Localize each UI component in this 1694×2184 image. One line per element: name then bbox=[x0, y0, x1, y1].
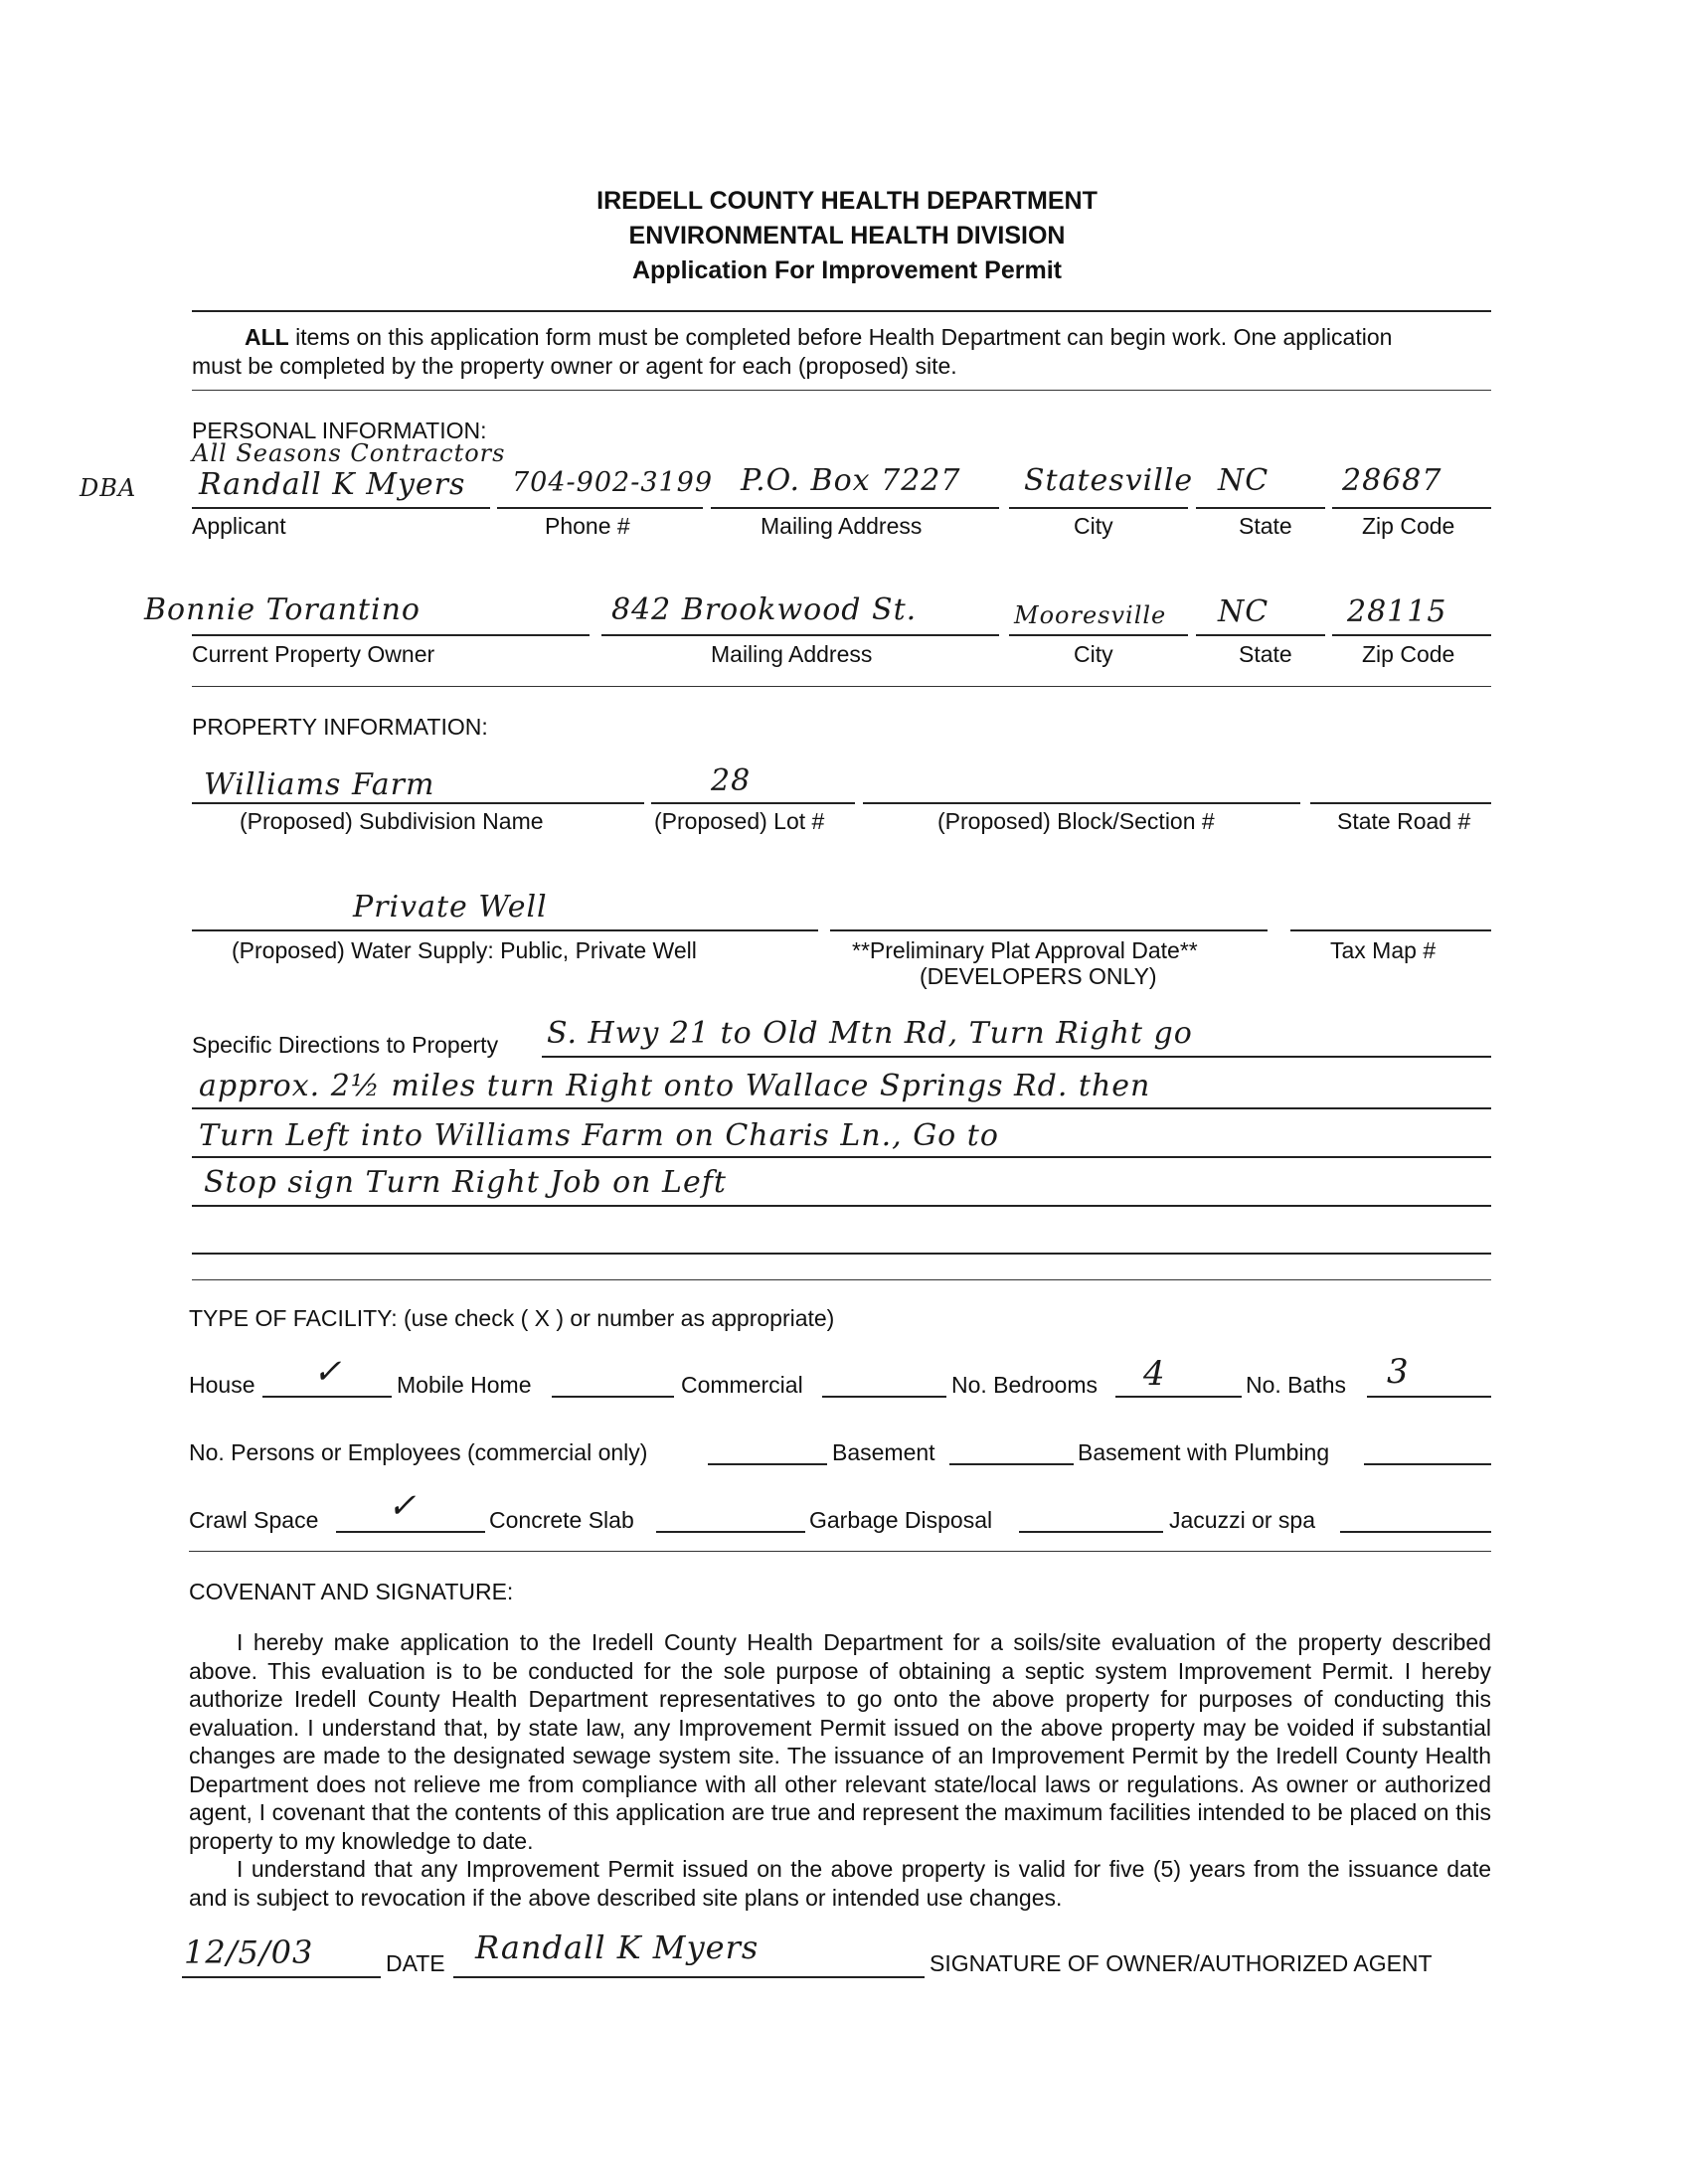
intro-line-1 bbox=[245, 324, 1392, 351]
covenant-paragraph-2: I understand that any Improvement Permit issued on the above property is valid for five (5) years from the issuance date and is subject to revocation if the above described site plans or intended use changes. bbox=[189, 1856, 1491, 1911]
directions-line-1: S. Hwy 21 to Old Mtn Rd, Turn Right go bbox=[547, 1016, 1193, 1051]
company-name-handwritten: All Seasons Contractors bbox=[192, 439, 506, 467]
house-check-mark: ✓ bbox=[313, 1352, 343, 1392]
covenant-heading: COVENANT AND SIGNATURE: bbox=[189, 1579, 514, 1604]
phone-handwritten: 704-902-3199 bbox=[512, 467, 714, 498]
state-line bbox=[1196, 507, 1325, 509]
crawl-check-mark: ✓ bbox=[388, 1486, 418, 1526]
owner-mailing-line bbox=[601, 634, 999, 636]
dba-handwritten: DBA bbox=[80, 474, 137, 502]
persons-label: No. Persons or Employees (commercial only) bbox=[189, 1439, 648, 1465]
commercial-line bbox=[822, 1396, 946, 1398]
water-label: (Proposed) Water Supply: Public, Private Well bbox=[232, 937, 697, 963]
zip-label: Zip Code bbox=[1362, 513, 1455, 539]
house-line bbox=[262, 1396, 392, 1398]
owner-zip-line bbox=[1332, 634, 1491, 636]
block-label: (Proposed) Block/Section # bbox=[937, 808, 1215, 834]
owner-line bbox=[192, 634, 590, 636]
road-line bbox=[1310, 802, 1491, 804]
directions-rule-3 bbox=[192, 1156, 1491, 1158]
owner-city-line bbox=[1009, 634, 1188, 636]
baths-label: No. Baths bbox=[1246, 1372, 1346, 1398]
department-title: IREDELL COUNTY HEALTH DEPARTMENT bbox=[596, 187, 1098, 215]
lot-handwritten: 28 bbox=[711, 763, 752, 798]
subdivision-handwritten: Williams Farm bbox=[204, 767, 435, 802]
directions-rule-5 bbox=[192, 1253, 1491, 1255]
water-handwritten: Private Well bbox=[353, 890, 548, 924]
phone-label: Phone # bbox=[545, 513, 630, 539]
owner-state-handwritten: NC bbox=[1218, 594, 1270, 629]
bedrooms-label: No. Bedrooms bbox=[951, 1372, 1099, 1398]
owner-mailing-label: Mailing Address bbox=[711, 641, 873, 667]
city-line bbox=[1009, 507, 1188, 509]
subdivision-label: (Proposed) Subdivision Name bbox=[240, 808, 544, 834]
owner-handwritten: Bonnie Torantino bbox=[144, 592, 421, 627]
slab-label: Concrete Slab bbox=[489, 1507, 634, 1533]
property-heading: PROPERTY INFORMATION: bbox=[192, 714, 488, 740]
applicant-handwritten: Randall K Myers bbox=[199, 467, 466, 502]
basement-label: Basement bbox=[832, 1439, 935, 1465]
personal-rule bbox=[192, 686, 1491, 687]
mailing-line bbox=[711, 507, 999, 509]
owner-zip-handwritten: 28115 bbox=[1347, 594, 1447, 629]
taxmap-line bbox=[1290, 929, 1491, 931]
baths-handwritten: 3 bbox=[1387, 1352, 1410, 1392]
jacuzzi-line bbox=[1340, 1531, 1491, 1533]
city-label: City bbox=[1074, 513, 1113, 539]
phone-line bbox=[497, 507, 703, 509]
applicant-label: Applicant bbox=[192, 513, 286, 539]
basement-line bbox=[949, 1463, 1074, 1465]
crawl-line bbox=[336, 1531, 485, 1533]
directions-rule-6 bbox=[192, 1279, 1491, 1280]
owner-zip-label: Zip Code bbox=[1362, 641, 1455, 667]
intro-line-2: must be completed by the property owner or agent for each (proposed) site. bbox=[192, 353, 957, 379]
jacuzzi-label: Jacuzzi or spa bbox=[1169, 1507, 1316, 1533]
lot-label: (Proposed) Lot # bbox=[654, 808, 825, 834]
mobile-line bbox=[552, 1396, 674, 1398]
bedrooms-handwritten: 4 bbox=[1143, 1354, 1166, 1394]
owner-state-label: State bbox=[1239, 641, 1292, 667]
plat-label-2: (DEVELOPERS ONLY) bbox=[920, 963, 1157, 989]
owner-city-label: City bbox=[1074, 641, 1113, 667]
house-label: House bbox=[189, 1372, 255, 1398]
baths-line bbox=[1367, 1396, 1491, 1398]
commercial-label: Commercial bbox=[681, 1372, 803, 1398]
intro-all: ALL bbox=[245, 324, 289, 350]
directions-rule-1 bbox=[542, 1056, 1491, 1058]
intro-rest: items on this application form must be completed before Health Department can begin work. One application bbox=[288, 324, 1393, 350]
date-handwritten: 12/5/03 bbox=[184, 1933, 314, 1971]
water-line bbox=[192, 929, 818, 931]
directions-line-2: approx. 2½ miles turn Right onto Wallace Springs Rd. then bbox=[199, 1069, 1151, 1103]
intro-rule bbox=[192, 390, 1491, 391]
block-line bbox=[863, 802, 1300, 804]
directions-label: Specific Directions to Property bbox=[192, 1032, 499, 1058]
state-handwritten: NC bbox=[1218, 463, 1270, 498]
mailing-handwritten: P.O. Box 7227 bbox=[741, 463, 961, 498]
division-title: ENVIRONMENTAL HEALTH DIVISION bbox=[628, 222, 1066, 250]
mailing-label: Mailing Address bbox=[761, 513, 923, 539]
owner-city-handwritten: Mooresville bbox=[1014, 601, 1167, 629]
signature-label: SIGNATURE OF OWNER/AUTHORIZED AGENT bbox=[930, 1950, 1433, 1976]
personal-heading: PERSONAL INFORMATION: bbox=[192, 418, 487, 443]
signature-line bbox=[453, 1976, 925, 1978]
basement-plumbing-label: Basement with Plumbing bbox=[1078, 1439, 1330, 1465]
covenant-paragraph-1: I hereby make application to the Iredell County Health Department for a soils/site evaluation of the property described above. This evaluation is to be conducted for the sole purpose of obtaining a septic system Improvement Permit. I hereby authorize Iredell County Health Department representatives to go onto the above property for purposes of conducting this evaluation. I understand that, by state law, any Improvement Permit issued on the above property may be voided if substantial changes are made to the designated sewage system site. The issuance of an Improvement Permit by the Iredell County Health Department does not relieve me from compliance with all other relevant state/local laws or regulations. As owner or authorized agent, I covenant that the contents of this application are true and represent the maximum facilities intended to be placed on this property to my knowledge to date. bbox=[189, 1629, 1491, 1854]
zip-line bbox=[1332, 507, 1491, 509]
owner-mailing-handwritten: 842 Brookwood St. bbox=[611, 592, 918, 627]
state-label: State bbox=[1239, 513, 1292, 539]
subdivision-line bbox=[192, 802, 644, 804]
directions-rule-4 bbox=[192, 1205, 1491, 1207]
lot-line bbox=[651, 802, 855, 804]
zip-handwritten: 28687 bbox=[1342, 463, 1442, 498]
plat-line bbox=[830, 929, 1268, 931]
mobile-label: Mobile Home bbox=[397, 1372, 532, 1398]
owner-state-line bbox=[1196, 634, 1325, 636]
taxmap-label: Tax Map # bbox=[1330, 937, 1437, 963]
crawl-label: Crawl Space bbox=[189, 1507, 319, 1533]
garbage-line bbox=[1019, 1531, 1163, 1533]
signature-handwritten: Randall K Myers bbox=[475, 1929, 760, 1966]
road-label: State Road # bbox=[1337, 808, 1471, 834]
form-title: Application For Improvement Permit bbox=[631, 256, 1062, 284]
facility-heading: TYPE OF FACILITY: (use check ( X ) or number as appropriate) bbox=[189, 1305, 835, 1331]
directions-line-4: Stop sign Turn Right Job on Left bbox=[204, 1165, 727, 1200]
bedrooms-line bbox=[1115, 1396, 1242, 1398]
header-rule bbox=[192, 310, 1491, 312]
date-line bbox=[182, 1976, 381, 1978]
basement-plumbing-line bbox=[1364, 1463, 1491, 1465]
owner-label: Current Property Owner bbox=[192, 641, 435, 667]
covenant-text bbox=[189, 1628, 1491, 1912]
plat-label: **Preliminary Plat Approval Date** bbox=[852, 937, 1198, 963]
date-label: DATE bbox=[386, 1950, 445, 1976]
facility-rule bbox=[189, 1551, 1491, 1552]
garbage-label: Garbage Disposal bbox=[809, 1507, 993, 1533]
slab-line bbox=[656, 1531, 805, 1533]
directions-line-3: Turn Left into Williams Farm on Charis Ln., Go to bbox=[199, 1118, 999, 1153]
directions-rule-2 bbox=[192, 1107, 1491, 1109]
city-handwritten: Statesville bbox=[1024, 463, 1194, 498]
persons-line bbox=[708, 1463, 827, 1465]
applicant-line bbox=[192, 507, 490, 509]
